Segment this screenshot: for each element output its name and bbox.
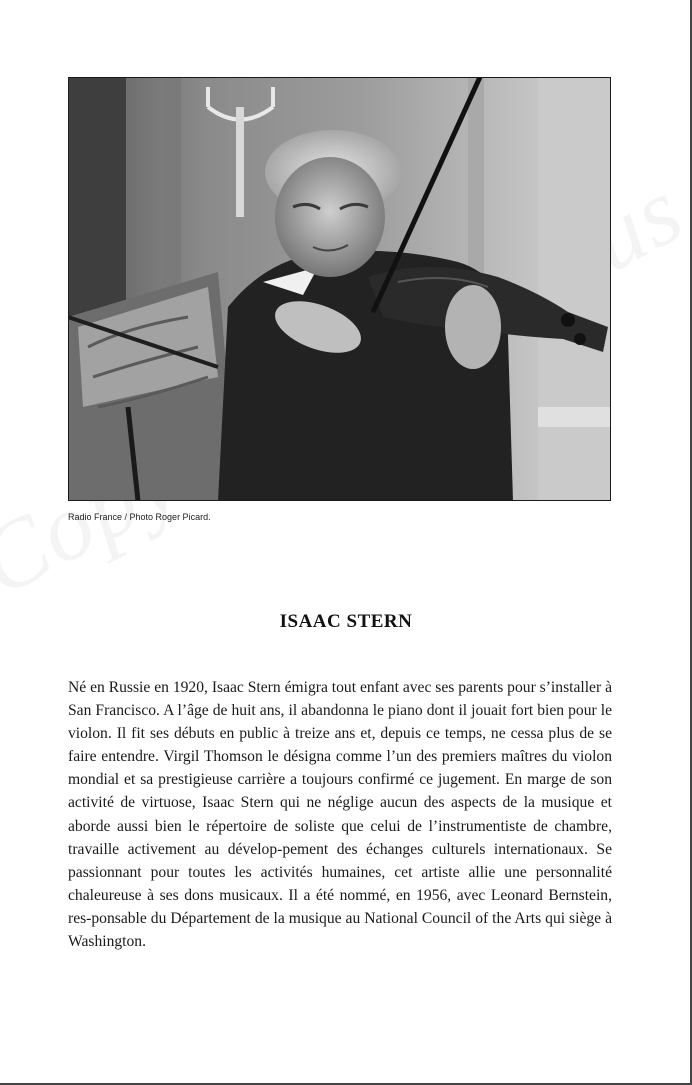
violinist-photo [68, 77, 611, 501]
biography-paragraph: Né en Russie en 1920, Isaac Stern émigra tout enfant avec ses parents pour s’installer à San Francisco. A l’âge de huit ans, il abandonna le piano dont il jouait fort bien pour le violon. Il fit ses débuts en public à treize ans et, depuis ce temps, ne cessa plus de se faire entendre. Virgil Thomson le désigna comme l’un des premiers maîtres du violon mondial et sa prestigieuse carrière a toujours confirmé ce jugement. En marge de son activité de virtuose, Isaac Stern qui ne néglige aucun des aspects de la musique et aborde aussi bien le répertoire de soliste que celui de l’instrumentiste de chambre, travaille activement au dévelop-pement des échanges culturels internationaux. Se passionnant pour toutes les activités humaines, cet artiste allie une personnalité chaleureuse à ses dons musicaux. Il a été nommé, en 1956, avec Leonard Bernstein, res-ponsable du Département de la musique au National Council of the Arts qui siège à Washington. [68, 679, 612, 951]
page-title: ISAAC STERN [279, 611, 413, 632]
photo-caption: Radio France / Photo Roger Picard. [68, 512, 211, 522]
photo-illustration [68, 77, 611, 501]
